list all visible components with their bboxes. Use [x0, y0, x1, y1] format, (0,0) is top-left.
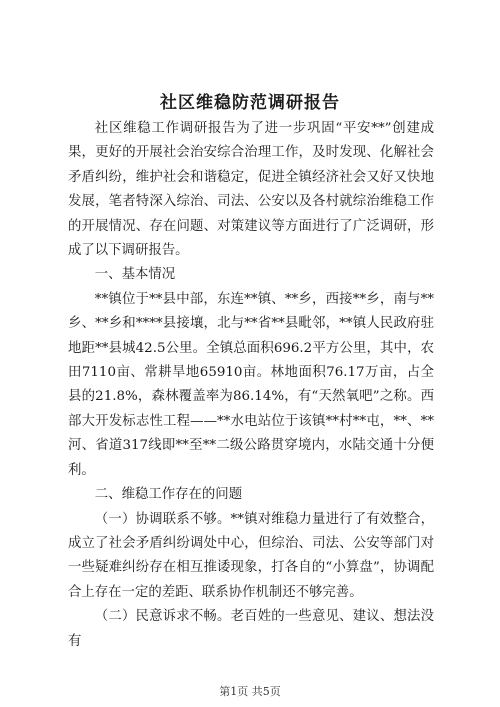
paragraph-problem-1: （一）协调联系不够。**镇对维稳力量进行了有效整合，成立了社会矛盾纠纷调处中心，但综治、司法、公安等部门对一些疑难纠纷存在相互推诿现象，打各自的“小算盘”，协调配合上存在一定的差距、联系协作机制还不够完善。: [68, 511, 434, 600]
section-heading-problems: 二、维稳工作存在的问题: [94, 487, 243, 503]
paragraph-basic-info: **镇位于**县中部，东连**镇、**乡，西接**乡，南与**乡、**乡和****县接壤，北与**省**县毗邻，**镇人民政府驻地距**县城42.5公里。全镇总面积696.2平方公里，其中，农田7110亩、常耕旱地65910亩。林地面积76.17万亩，占全县的21.8%，森林覆盖率为86.14%，有“天然氧吧”之称。西部大开发标志性工程——**水电站位于该镇**村**屯，**、**河、省道317线即**至**二级公路贯穿境内，水陆交通十分便利。: [68, 291, 434, 478]
section-heading-basic-info: 一、基本情况: [94, 267, 176, 283]
document-title: 社区维稳防范调研报告: [160, 93, 340, 113]
paragraph-intro: 社区维稳工作调研报告为了进一步巩固“平安**”创建成果，更好的开展社会治安综合治理工作，及时发现、化解社会矛盾纠纷，维护社会和谐稳定，促进全镇经济社会又好又快地发展，笔者特深入综治、司法、公安以及各村就综治维稳工作的开展情况、存在问题、对策建议等方面进行了广泛调研，形成了以下调研报告。: [68, 121, 434, 259]
page-number-footer: 第1页 共5页: [219, 685, 281, 698]
document-body: [68, 117, 434, 654]
paragraph-problem-2: （二）民意诉求不畅。老百姓的一些意见、建议、想法没有: [68, 609, 434, 649]
